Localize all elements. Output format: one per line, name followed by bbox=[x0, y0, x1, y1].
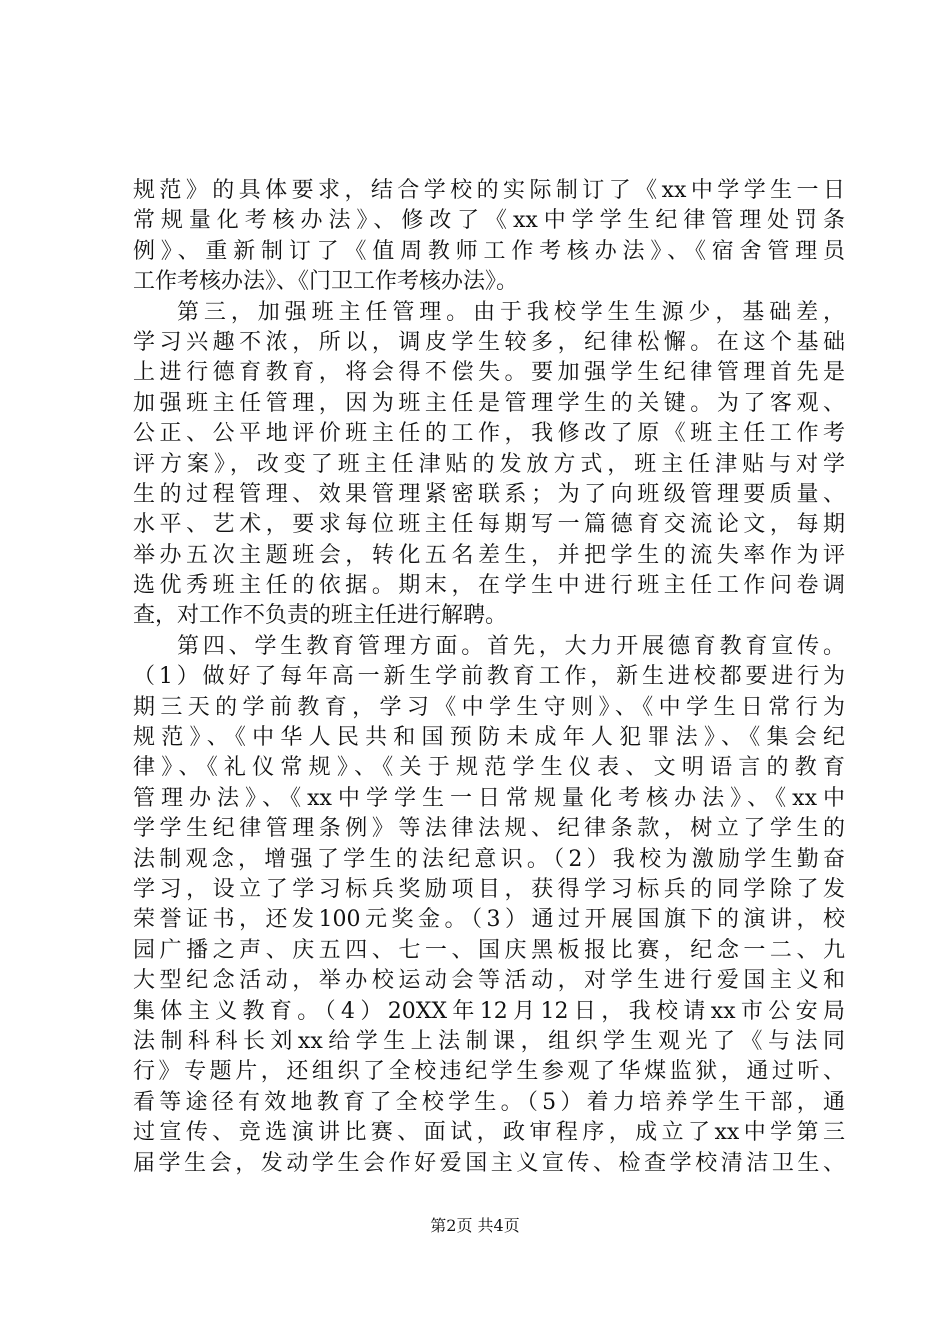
text-line: 公正、公平地评价班主任的工作，我修改了原《班主任工作考 bbox=[133, 421, 845, 447]
text-line: 法制观念，增强了学生的法纪意识。（2）我校为激励学生勤奋 bbox=[133, 846, 845, 872]
text-line: 学学生纪律管理条例》等法律法规、纪律条款，树立了学生的 bbox=[133, 816, 845, 842]
text-line: 期三天的学前教育，学习《中学生守则》、《中学生日常行为 bbox=[133, 694, 845, 720]
text-line: 选优秀班主任的依据。期末，在学生中进行班主任工作问卷调 bbox=[133, 573, 845, 599]
document-body bbox=[133, 176, 845, 1179]
text-line: 过宣传、竞选演讲比赛、面试，政审程序，成立了xx中学第三 bbox=[133, 1120, 845, 1146]
text-line: 看等途径有效地教育了全校学生。（5）着力培养学生干部，通 bbox=[133, 1089, 845, 1115]
text-line: 加强班主任管理，因为班主任是管理学生的关键。为了客观、 bbox=[133, 390, 845, 416]
text-line: 集体主义教育。（4）20XX年12月12日，我校请xx市公安局 bbox=[133, 998, 845, 1024]
text-line: 届学生会，发动学生会作好爱国主义宣传、检查学校清洁卫生、 bbox=[133, 1150, 845, 1176]
text-line: 规范》、《中华人民共和国预防未成年人犯罪法》、《集会纪 bbox=[133, 725, 845, 751]
text-line: 举办五次主题班会，转化五名差生，并把学生的流失率作为评 bbox=[133, 542, 845, 568]
text-line: 水平、艺术，要求每位班主任每期写一篇德育交流论文，每期 bbox=[133, 512, 845, 538]
text-line: 生的过程管理、效果管理紧密联系；为了向班级管理要质量、 bbox=[133, 481, 845, 507]
text-line: 上进行德育教育，将会得不偿失。要加强学生纪律管理首先是 bbox=[133, 360, 845, 386]
paragraph-start-line: 第三，加强班主任管理。由于我校学生生源少，基础差， bbox=[177, 299, 845, 325]
text-line: 学习兴趣不浓，所以，调皮学生较多，纪律松懈。在这个基础 bbox=[133, 329, 845, 355]
text-line: 工作考核办法》、《门卫工作考核办法》。 bbox=[133, 269, 519, 295]
text-line: 荣誉证书，还发100元奖金。（3）通过开展国旗下的演讲，校 bbox=[133, 907, 845, 933]
paragraph-start-line: 第四、学生教育管理方面。首先，大力开展德育教育宣传。 bbox=[177, 633, 845, 659]
text-line: 评方案》，改变了班主任津贴的发放方式，班主任津贴与对学 bbox=[133, 451, 845, 477]
page-number-footer: 第2页 共4页 bbox=[430, 1216, 520, 1235]
text-line: 法制科科长刘xx给学生上法制课，组织学生观光了《与法同 bbox=[133, 1028, 845, 1054]
text-line: 律》、《礼仪常规》、《关于规范学生仪表、文明语言的教育 bbox=[133, 755, 845, 781]
text-line: 规范》的具体要求，结合学校的实际制订了《xx中学学生一日 bbox=[133, 178, 845, 203]
text-line: 行》专题片，还组织了全校违纪学生参观了华煤监狱，通过听、 bbox=[133, 1059, 845, 1085]
text-line: 管理办法》、《xx中学学生一日常规量化考核办法》、《xx中 bbox=[133, 785, 845, 811]
text-line: （1）做好了每年高一新生学前教育工作，新生进校都要进行为 bbox=[133, 664, 845, 690]
text-line: 园广播之声、庆五四、七一、国庆黑板报比赛，纪念一二、九 bbox=[133, 937, 845, 963]
text-line: 例》、重新制订了《值周教师工作考核办法》、《宿舍管理员 bbox=[133, 238, 845, 264]
text-line: 学习，设立了学习标兵奖励项目，获得学习标兵的同学除了发 bbox=[133, 876, 845, 902]
text-line: 常规量化考核办法》、修改了《xx中学学生纪律管理处罚条 bbox=[133, 208, 845, 234]
text-line: 查，对工作不负责的班主任进行解聘。 bbox=[133, 603, 508, 629]
text-line: 大型纪念活动，举办校运动会等活动，对学生进行爱国主义和 bbox=[133, 968, 845, 994]
